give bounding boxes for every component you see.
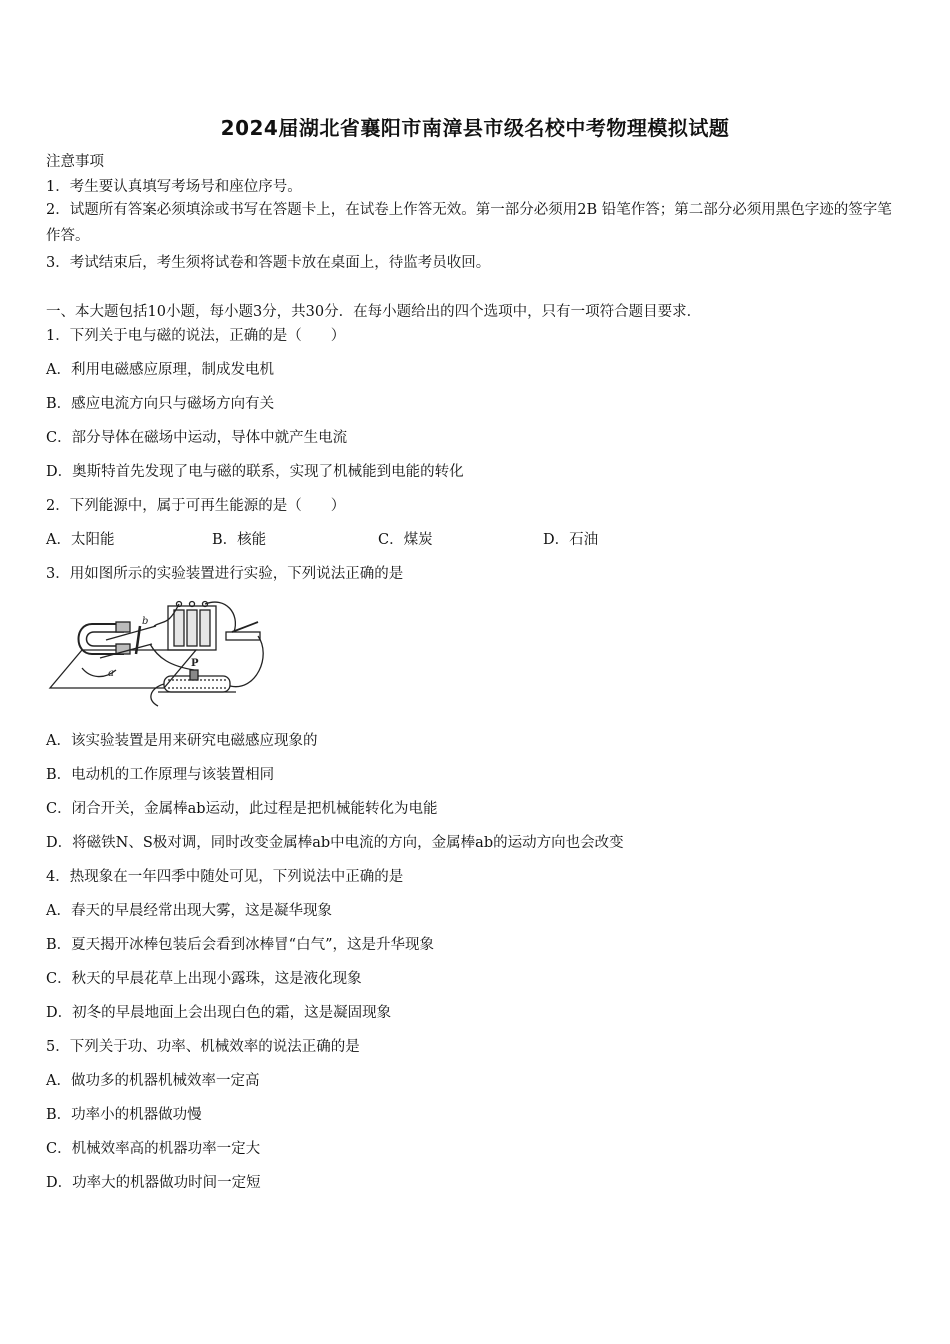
question-5-option-a: A．做功多的机器机械效率一定高	[46, 1073, 260, 1089]
notice-item-1: 1．考生要认真填写考场号和座位序号。	[46, 179, 302, 195]
switch	[226, 632, 260, 640]
question-2-option-c: C．煤炭	[378, 532, 433, 548]
notice-heading: 注意事项	[46, 154, 104, 170]
question-5-option-b: B．功率小的机器做功慢	[46, 1107, 202, 1123]
question-3-option-b: B．电动机的工作原理与该装置相同	[46, 767, 275, 783]
figure-label-p: P	[191, 658, 199, 669]
question-1-option-c: C．部分导体在磁场中运动，导体中就产生电流	[46, 430, 348, 446]
question-5-option-d: D．功率大的机器做功时间一定短	[46, 1175, 261, 1191]
notice-item-2: 2．试题所有答案必须填涂或书写在答题卡上，在试卷上作答无效。第一部分必须用2B 铅笔作答；第二部分必须用黑色字迹的签字笔作答。	[46, 202, 892, 244]
question-2-option-d: D．石油	[543, 532, 599, 548]
question-5-stem: 5．下列关于功、功率、机械效率的说法正确的是	[46, 1039, 360, 1055]
question-1-option-d: D．奥斯特首先发现了电与磁的联系，实现了机械能到电能的转化	[46, 464, 464, 480]
question-2-option-a: A．太阳能	[46, 532, 115, 548]
question-1-option-b: B．感应电流方向只与磁场方向有关	[46, 396, 275, 412]
figure-label-a: a	[108, 668, 114, 679]
base-plate	[50, 650, 196, 688]
experiment-apparatus-figure	[46, 596, 278, 714]
question-3-stem: 3．用如图所示的实验装置进行实验，下列说法正确的是	[46, 566, 404, 582]
question-1-stem: 1．下列关于电与磁的说法，正确的是（ ）	[46, 328, 346, 344]
question-4-option-b: B．夏天揭开冰棒包装后会看到冰棒冒“白气”，这是升华现象	[46, 937, 434, 953]
exam-title: 2024届湖北省襄阳市南漳县市级名校中考物理模拟试题	[220, 116, 730, 140]
question-4-stem: 4．热现象在一年四季中随处可见，下列说法中正确的是	[46, 869, 404, 885]
question-4-option-d: D．初冬的早晨地面上会出现白色的霜，这是凝固现象	[46, 1005, 392, 1021]
question-3-option-a: A．该实验装置是用来研究电磁感应现象的	[46, 733, 318, 749]
question-3-option-c: C．闭合开关，金属棒ab运动，此过程是把机械能转化为电能	[46, 801, 438, 817]
question-2-stem: 2．下列能源中，属于可再生能源的是（ ）	[46, 498, 346, 514]
figure-label-b: b	[142, 616, 149, 627]
notice-item-3: 3．考试结束后，考生须将试卷和答题卡放在桌面上，待监考员收回。	[46, 255, 491, 271]
question-3-option-d: D．将磁铁N、S极对调，同时改变金属棒ab中电流的方向，金属棒ab的运动方向也会改变	[46, 835, 624, 851]
question-5-option-c: C．机械效率高的机器功率一定大	[46, 1141, 261, 1157]
rail-top	[106, 626, 156, 640]
question-1-option-a: A．利用电磁感应原理，制成发电机	[46, 362, 274, 378]
question-4-option-a: A．春天的早晨经常出现大雾，这是凝华现象	[46, 903, 332, 919]
question-2-option-b: B．核能	[212, 532, 267, 548]
question-4-option-c: C．秋天的早晨花草上出现小露珠，这是液化现象	[46, 971, 362, 987]
section-heading: 一、本大题包括10小题，每小题3分，共30分．在每小题给出的四个选项中，只有一项符合题目要求．	[46, 304, 702, 320]
